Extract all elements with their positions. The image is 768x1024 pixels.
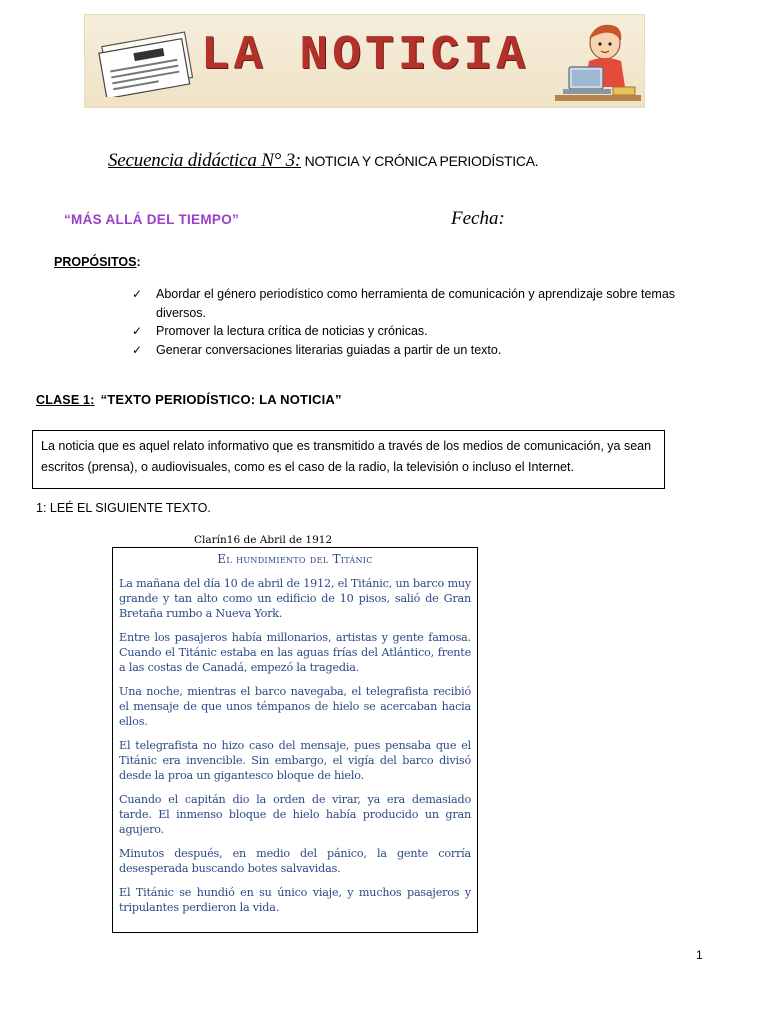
reading-instruction: 1: LEÉ EL SIGUIENTE TEXTO. xyxy=(36,501,211,515)
article-date: Clarín16 de Abril de 1912 xyxy=(194,534,333,546)
title-banner xyxy=(84,14,645,108)
article-paragraph: El telegrafista no hizo caso del mensaje, pues pensaba que el Titánic era invencible. Sin embargo, el vigía del barco divisó desde la proa un gigantesco bloque de hielo. xyxy=(119,739,471,782)
sequence-label: Secuencia didáctica N° 3: xyxy=(108,150,302,171)
newspaper-icon xyxy=(95,25,199,97)
class-title: “TEXTO PERIODÍSTICO: LA NOTICIA” xyxy=(100,392,342,407)
purposes-list xyxy=(132,285,712,359)
list-item: ✓ Generar conversaciones literarias guiadas a partir de un texto. xyxy=(132,341,712,360)
sequence-topic: NOTICIA Y CRÓNICA PERIODÍSTICA. xyxy=(301,153,539,169)
checkmark-icon: ✓ xyxy=(132,324,143,338)
checkmark-icon: ✓ xyxy=(132,342,143,357)
article-paragraph: Entre los pasajeros había millonarios, artistas y gente famosa. Cuando el Titánic estaba en las aguas frías del Atlántico, frente a las costas de Canadá, empezó la tragedia. xyxy=(119,631,471,674)
article-paragraph: Minutos después, en medio del pánico, la gente corría desesperada buscando botes salvavidas. xyxy=(119,847,471,875)
list-item: ✓ Promover la lectura crítica de noticias y crónicas. xyxy=(132,322,712,341)
list-item: ✓ Abordar el género periodístico como herramienta de comunicación y aprendizaje sobre temas diversos. xyxy=(132,287,676,320)
article-title: El hundimiento del Titánic xyxy=(217,552,373,566)
page-number: 1 xyxy=(696,948,703,962)
purposes-heading: PROPÓSITOS: xyxy=(54,255,141,269)
definition-box: La noticia que es aquel relato informativo que es transmitido a través de los medios de comunicación, ya sean escritos (prensa), o audiovisuales, como es el caso de la radio, la televisión o incluso el Internet. xyxy=(32,430,665,489)
article-box xyxy=(112,547,478,933)
checkmark-icon: ✓ xyxy=(132,287,143,301)
date-label: Fecha: xyxy=(451,208,505,229)
article-paragraph: Una noche, mientras el barco navegaba, el telegrafista recibió el mensaje de que unos témpanos de hielo se acercaban hacia ellos. xyxy=(119,685,471,728)
class-label: CLASE 1: xyxy=(36,393,95,407)
banner-title: LA NOTICIA xyxy=(201,29,530,83)
article-paragraph: El Titánic se hundió en su único viaje, y muchos pasajeros y tripulantes perdieron la vida. xyxy=(119,886,471,914)
sequence-heading xyxy=(108,150,538,172)
article-paragraph: Cuando el capitán dio la orden de virar, ya era demasiado tarde. El inmenso bloque de hielo había producido un gran agujero. xyxy=(119,793,471,836)
class-heading xyxy=(36,392,342,407)
sequence-motto: “MÁS ALLÁ DEL TIEMPO” xyxy=(64,212,240,227)
child-at-laptop-icon xyxy=(555,17,641,107)
article-paragraph: La mañana del día 10 de abril de 1912, el Titánic, un barco muy grande y tan alto como un edificio de 10 pisos, salió de Gran Bretaña rumbo a Nueva York. xyxy=(119,577,471,620)
